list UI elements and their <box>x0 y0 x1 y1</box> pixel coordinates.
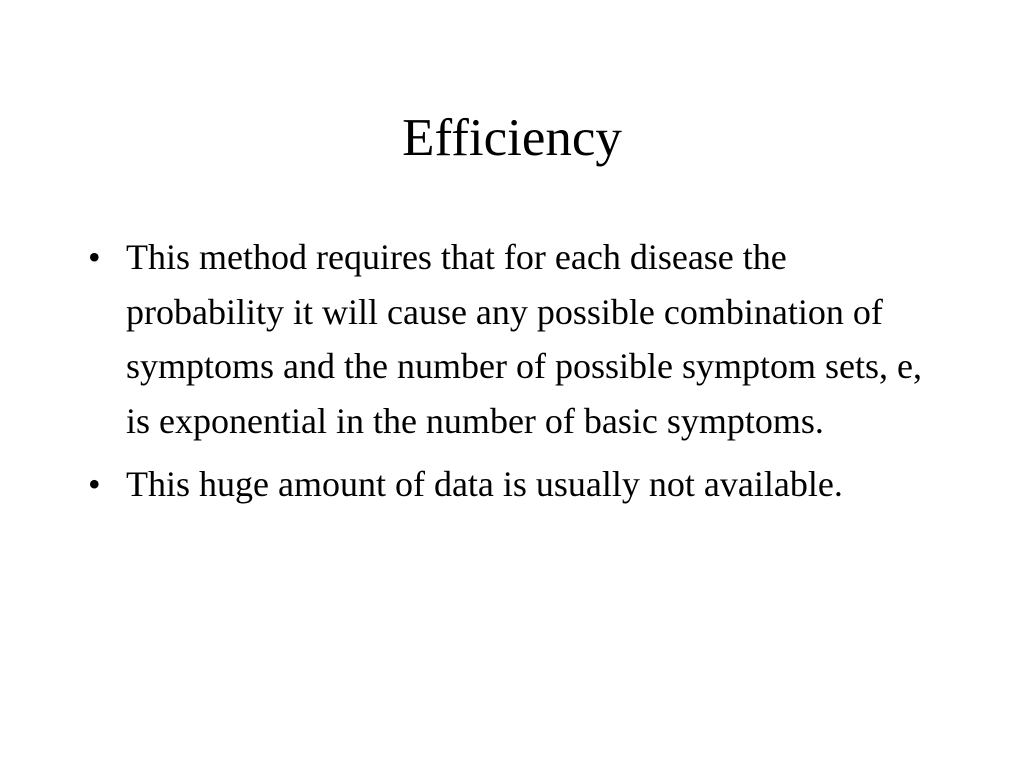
bullet-list <box>88 230 928 521</box>
bullet-dot-icon: • <box>88 237 101 277</box>
bullet-item <box>88 230 928 448</box>
slide-title: Efficiency <box>402 109 622 167</box>
bullet-item <box>88 457 928 512</box>
bullet-text: This huge amount of data is usually not available. <box>126 464 843 504</box>
bullet-text: This method requires that for each disease the probability it will cause any possible combination of symptoms and the number of possible symptom sets, e, is exponential in the number of basic symptoms. <box>126 237 922 441</box>
bullet-dot-icon: • <box>88 464 101 504</box>
